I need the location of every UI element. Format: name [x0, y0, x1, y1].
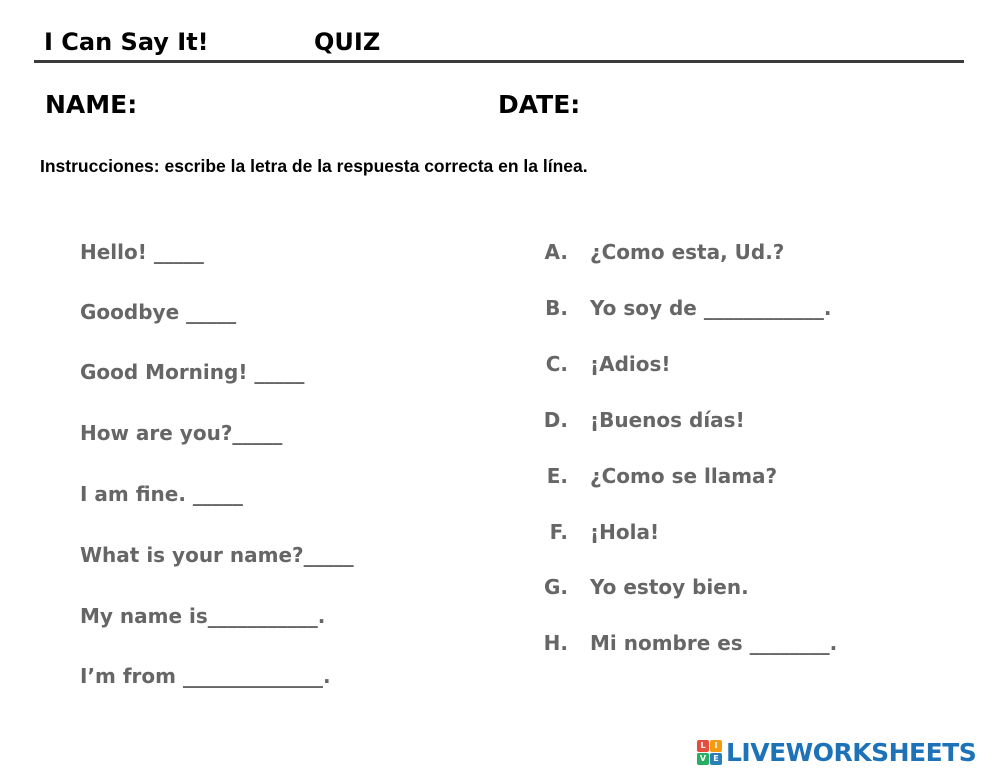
question-item: I’m from ______________.: [80, 664, 331, 688]
name-label: NAME:: [45, 90, 138, 119]
question-item: How are you?_____: [80, 421, 283, 445]
worksheet-title: I Can Say It!: [44, 28, 209, 56]
answer-text: ¡Hola!: [590, 520, 660, 544]
answer-text: Yo soy de ____________.: [590, 296, 832, 320]
question-item: Good Morning! _____: [80, 360, 305, 384]
answer-letter: G.: [543, 575, 568, 599]
question-item: Goodbye _____: [80, 300, 237, 324]
answer-text: ¿Como se llama?: [590, 464, 778, 488]
answer-letter: C.: [545, 352, 568, 376]
answer-letter: F.: [549, 520, 568, 544]
logo-block-i: I: [710, 740, 722, 752]
answer-text: ¡Buenos días!: [590, 408, 745, 432]
answer-text: Yo estoy bien.: [590, 575, 749, 599]
liveworksheets-logo-icon: [697, 740, 722, 765]
date-label: DATE:: [498, 90, 581, 119]
answer-letter: H.: [543, 631, 568, 655]
header-divider: [34, 60, 964, 63]
question-item: What is your name?_____: [80, 543, 354, 567]
answer-text: ¡Adios!: [590, 352, 671, 376]
liveworksheets-logo-text: LIVEWORKSHEETS: [726, 737, 977, 767]
logo-block-v: V: [697, 753, 709, 765]
liveworksheets-logo[interactable]: [697, 737, 976, 767]
answer-letter: B.: [545, 296, 568, 320]
question-item: My name is___________.: [80, 604, 326, 628]
question-item: I am fine. _____: [80, 482, 243, 506]
instructions-text: Instrucciones: escribe la letra de la respuesta correcta en la línea.: [40, 156, 588, 176]
quiz-label: QUIZ: [314, 28, 381, 56]
answer-letter: E.: [546, 464, 568, 488]
question-item: Hello! _____: [80, 240, 204, 264]
logo-block-l: L: [697, 740, 709, 752]
logo-block-e: E: [710, 753, 722, 765]
answer-letter: A.: [544, 240, 568, 264]
answer-text: ¿Como esta, Ud.?: [590, 240, 785, 264]
answer-letter: D.: [543, 408, 568, 432]
answer-text: Mi nombre es ________.: [590, 631, 838, 655]
